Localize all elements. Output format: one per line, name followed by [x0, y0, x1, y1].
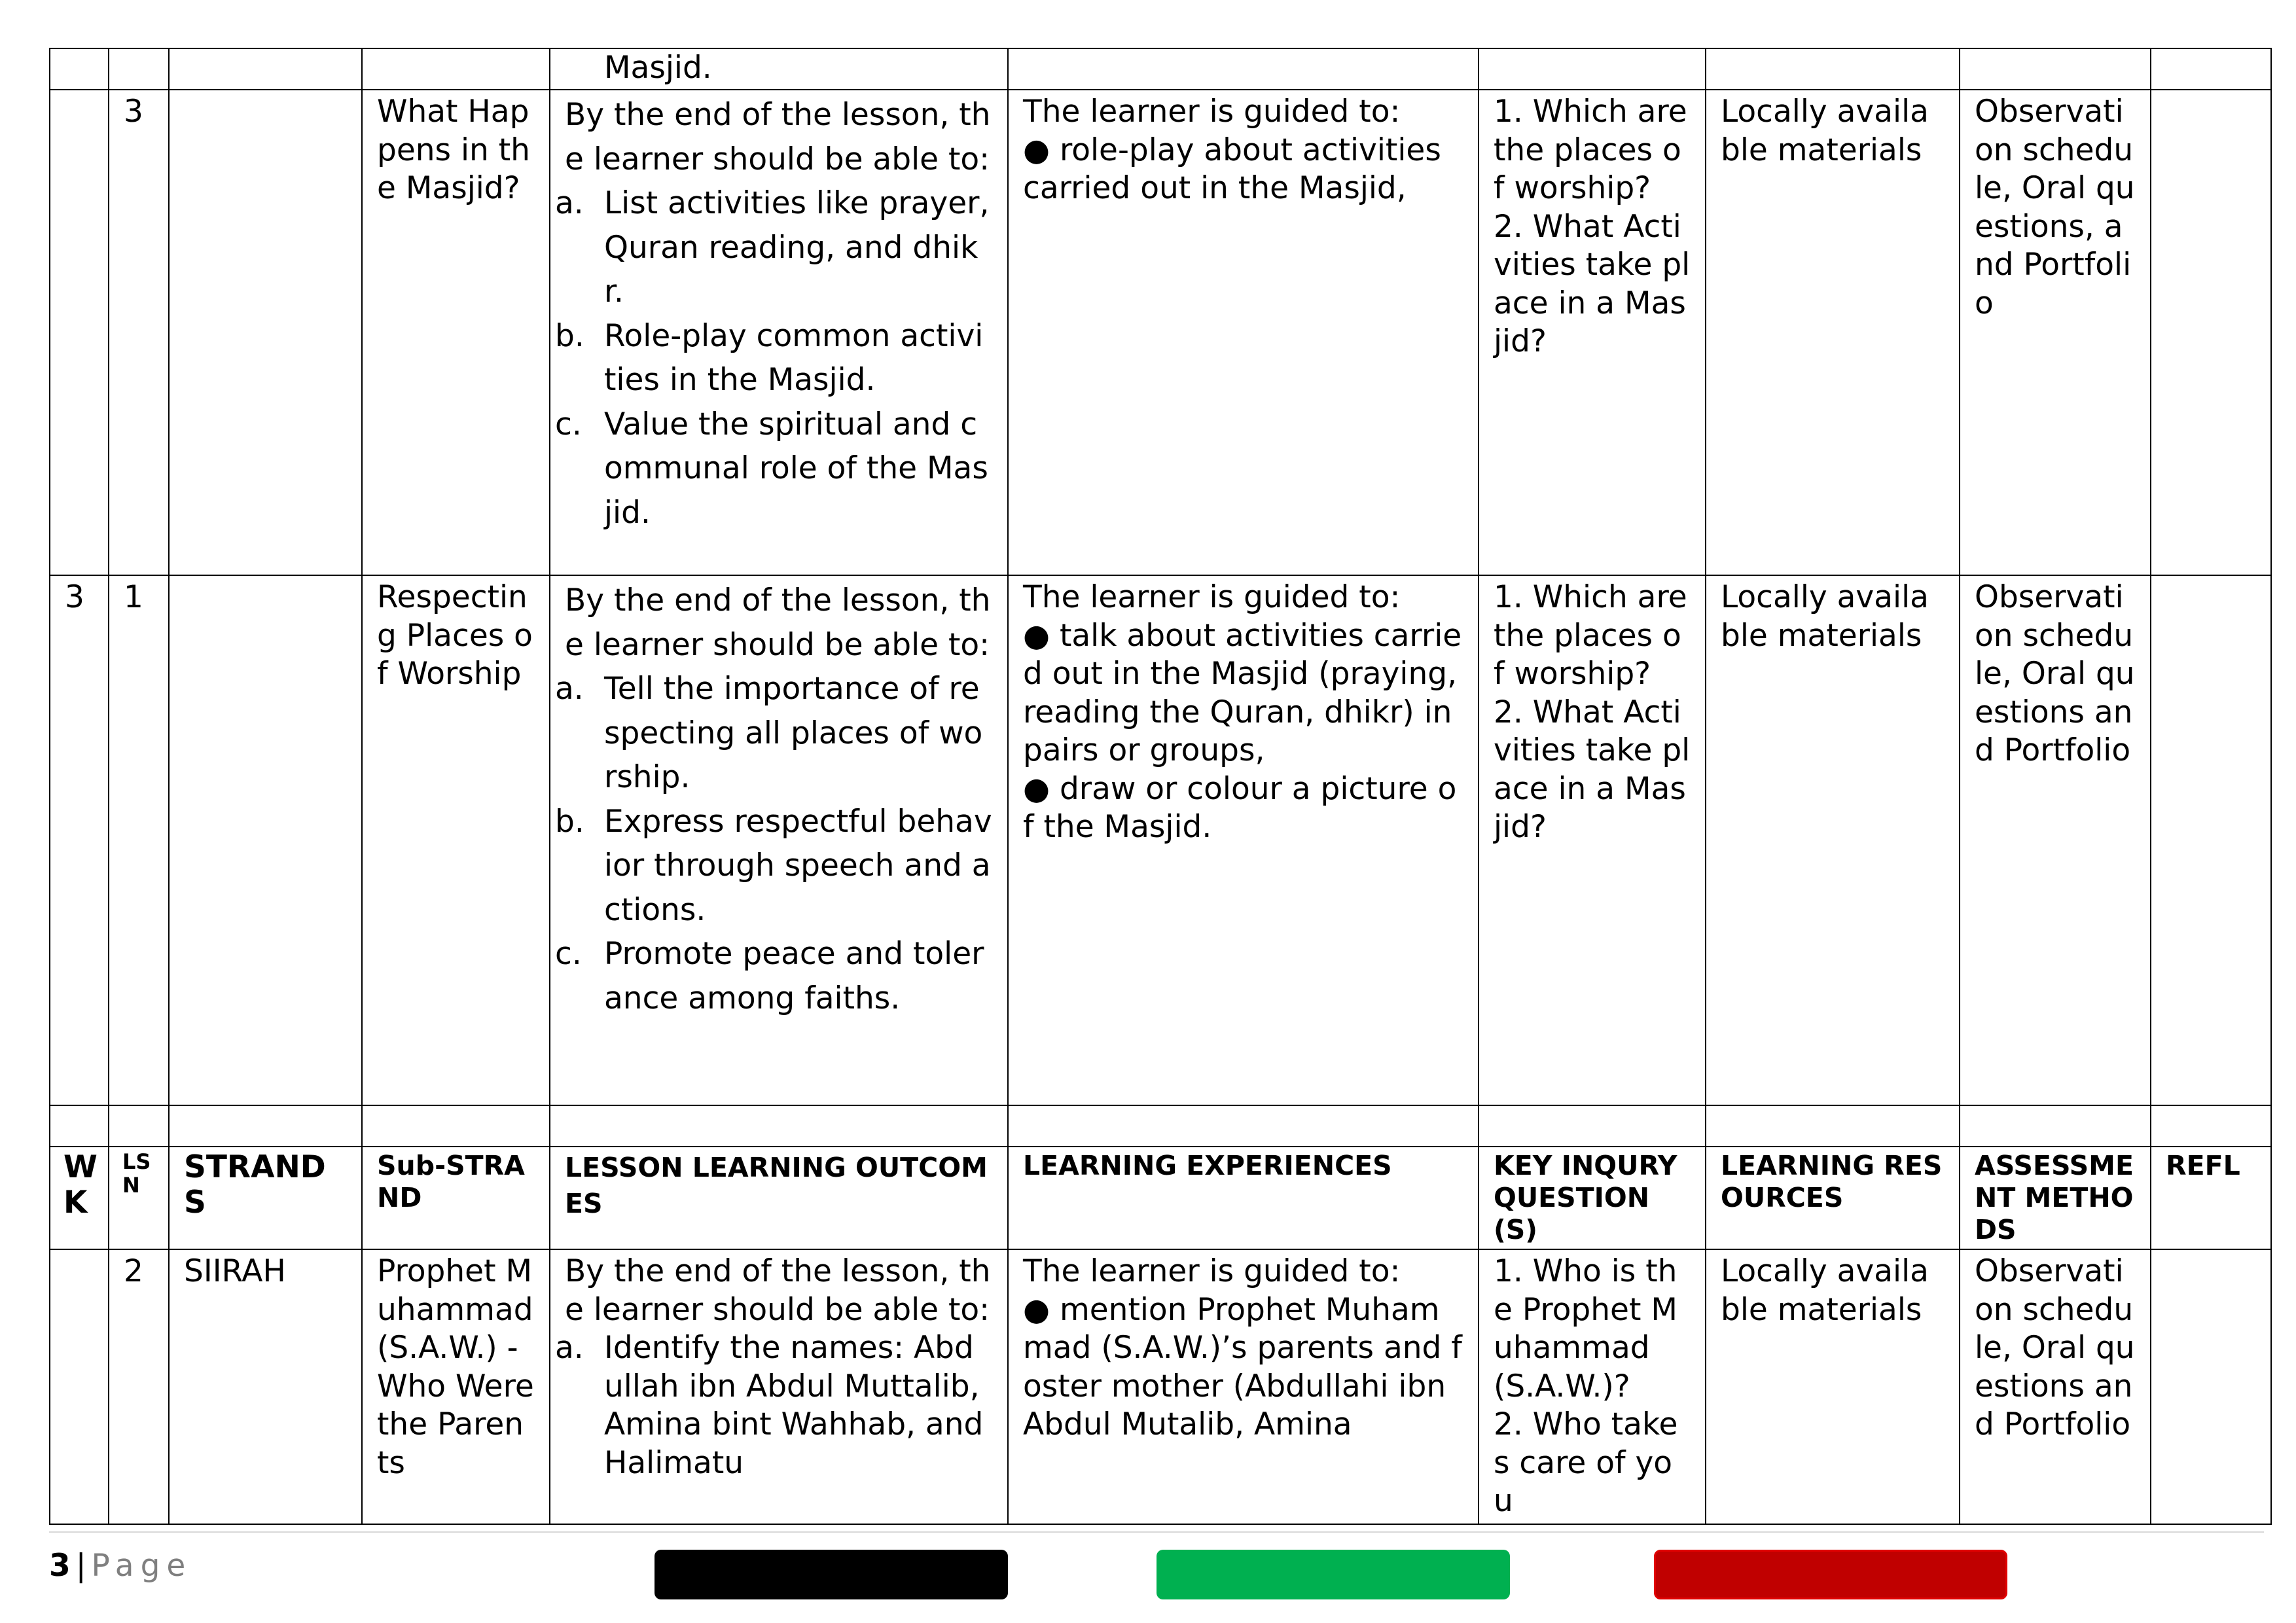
- experiences-intro: The learner is guided to:: [1023, 94, 1401, 130]
- header-lsn: LSN: [109, 1147, 169, 1249]
- cell-empty: [1479, 1105, 1706, 1147]
- cell-empty: [109, 1105, 169, 1147]
- table-row-siirah: [50, 1249, 2271, 1524]
- cell-strand: [169, 575, 362, 1105]
- cell-wk: [50, 1249, 109, 1524]
- page-number-separator: |: [75, 1548, 86, 1584]
- cell-experiences: [1008, 48, 1479, 90]
- cell-questions: [1479, 48, 1706, 90]
- footer-bar-black: [655, 1550, 1008, 1599]
- table-row-empty: [50, 1105, 2271, 1147]
- outcomes-intro: By the end of the lesson, the learner should be able to:: [565, 1253, 991, 1328]
- cell-strand: [169, 48, 362, 90]
- cell-substrand: [362, 48, 550, 90]
- header-wk: WK: [50, 1147, 109, 1249]
- cell-lsn: [109, 48, 169, 90]
- cell-resources: Locally available materials: [1706, 1249, 1960, 1524]
- outcomes-intro: By the end of the lesson, the learner should be able to:: [565, 582, 991, 663]
- cell-empty: [1008, 1105, 1479, 1147]
- experiences-intro: The learner is guided to:: [1023, 1253, 1401, 1289]
- scheme-of-work-table: [49, 48, 2272, 1525]
- cell-empty: [362, 1105, 550, 1147]
- question-item: 2. Who takes care of you: [1494, 1406, 1678, 1519]
- experience-item: ● draw or colour a picture of the Masjid.: [1023, 770, 1457, 845]
- cell-outcomes: [550, 575, 1008, 1105]
- cell-resources: Locally available materials: [1706, 575, 1960, 1105]
- cell-empty: [1960, 1105, 2151, 1147]
- header-substrand: Sub-STRAND: [362, 1147, 550, 1249]
- experience-item: ● mention Prophet Muhammad (S.A.W.)’s parents and foster mother (Abdullahi ibn Abdul Mutalib, Amina: [1023, 1291, 1462, 1442]
- cell-experiences: [1008, 1249, 1479, 1524]
- cell-empty: [169, 1105, 362, 1147]
- cell-strand: [169, 90, 362, 575]
- outcomes-intro: By the end of the lesson, the learner should be able to:: [565, 97, 991, 177]
- cell-questions: [1479, 575, 1706, 1105]
- cell-reflection: [2151, 48, 2271, 90]
- header-assessment: ASSESSMENT METHODS: [1960, 1147, 2151, 1249]
- outcomes-list: [555, 181, 993, 535]
- cell-substrand: Respecting Places of Worship: [362, 575, 550, 1105]
- cell-experiences: [1008, 90, 1479, 575]
- cell-outcomes: [550, 48, 1008, 90]
- page-number-value: 3: [49, 1548, 71, 1584]
- outcomes-list: [555, 667, 993, 1020]
- table-row-continuation: [50, 48, 2271, 90]
- list-item: a. Tell the importance of respecting all places of worship.: [555, 671, 983, 795]
- cell-assessment: Observation schedule, Oral questions, and Portfolio: [1960, 90, 2151, 575]
- list-item: c. Promote peace and tolerance among faiths.: [555, 936, 984, 1016]
- list-item: c. Value the spiritual and communal role of the Masjid.: [555, 406, 988, 531]
- cell-resources: Locally available materials: [1706, 90, 1960, 575]
- cell-lsn: 1: [109, 575, 169, 1105]
- cell-lsn: 2: [109, 1249, 169, 1524]
- cell-assessment: Observation schedule, Oral questions and Portfolio: [1960, 575, 2151, 1105]
- list-item: b. Role-play common activities in the Masjid.: [555, 317, 984, 398]
- cell-outcomes: [550, 1249, 1008, 1524]
- table-row-lesson-3: [50, 90, 2271, 575]
- cell-reflection: [2151, 90, 2271, 575]
- cell-assessment: [1960, 48, 2151, 90]
- header-reflection: REFL: [2151, 1147, 2271, 1249]
- cell-lsn: 3: [109, 90, 169, 575]
- cell-experiences: [1008, 575, 1479, 1105]
- experience-item: ● talk about activities carried out in the Masjid (praying, reading the Quran, dhikr) in pairs or groups,: [1023, 617, 1462, 768]
- cell-wk: [50, 90, 109, 575]
- list-item: a. List activities like prayer, Quran reading, and dhikr.: [555, 185, 990, 310]
- outcomes-tail: Masjid.: [604, 50, 712, 86]
- footer-bar-red: [1654, 1550, 2007, 1599]
- list-item: b. Express respectful behavior through speech and actions.: [555, 803, 992, 928]
- page-number: [49, 1548, 192, 1584]
- cell-resources: [1706, 48, 1960, 90]
- cell-reflection: [2151, 1249, 2271, 1524]
- outcomes-list: [555, 1329, 993, 1482]
- question-item: 1. Which are the places of worship?: [1494, 579, 1687, 692]
- footer-bar-green: [1157, 1550, 1510, 1599]
- cell-wk: [50, 48, 109, 90]
- header-experiences: LEARNING EXPERIENCES: [1008, 1147, 1479, 1249]
- header-strands: STRANDS: [169, 1147, 362, 1249]
- footer-divider: [49, 1531, 2264, 1533]
- experience-item: ● role-play about activities carried out in the Masjid,: [1023, 132, 1441, 206]
- table-header-row: [50, 1147, 2271, 1249]
- header-outcomes: LESSON LEARNING OUTCOMES: [550, 1147, 1008, 1249]
- cell-substrand: What Happens in the Masjid?: [362, 90, 550, 575]
- list-item: a. Identify the names: Abdullah ibn Abdul Muttalib, Amina bint Wahhab, and Halimatu: [555, 1330, 984, 1481]
- cell-assessment: Observation schedule, Oral questions and Portfolio: [1960, 1249, 2151, 1524]
- cell-empty: [50, 1105, 109, 1147]
- header-questions: KEY INQURY QUESTION(S): [1479, 1147, 1706, 1249]
- cell-strand: SIIRAH: [169, 1249, 362, 1524]
- cell-questions: [1479, 1249, 1706, 1524]
- cell-empty: [550, 1105, 1008, 1147]
- question-item: 1. Who is the Prophet Muhammad (S.A.W.)?: [1494, 1253, 1677, 1404]
- cell-outcomes: [550, 90, 1008, 575]
- cell-substrand: Prophet Muhammad (S.A.W.) - Who Were the Parents: [362, 1249, 550, 1524]
- question-item: 2. What Activities take place in a Masjid?: [1494, 208, 1691, 359]
- cell-wk: 3: [50, 575, 109, 1105]
- question-item: 2. What Activities take place in a Masjid?: [1494, 694, 1691, 845]
- cell-questions: [1479, 90, 1706, 575]
- cell-reflection: [2151, 575, 2271, 1105]
- cell-empty: [2151, 1105, 2271, 1147]
- question-item: 1. Which are the places of worship?: [1494, 94, 1687, 206]
- experiences-intro: The learner is guided to:: [1023, 579, 1401, 615]
- table-row-week-3-lesson-1: [50, 575, 2271, 1105]
- page-label: Page: [91, 1548, 192, 1584]
- header-resources: LEARNING RESOURCES: [1706, 1147, 1960, 1249]
- cell-empty: [1706, 1105, 1960, 1147]
